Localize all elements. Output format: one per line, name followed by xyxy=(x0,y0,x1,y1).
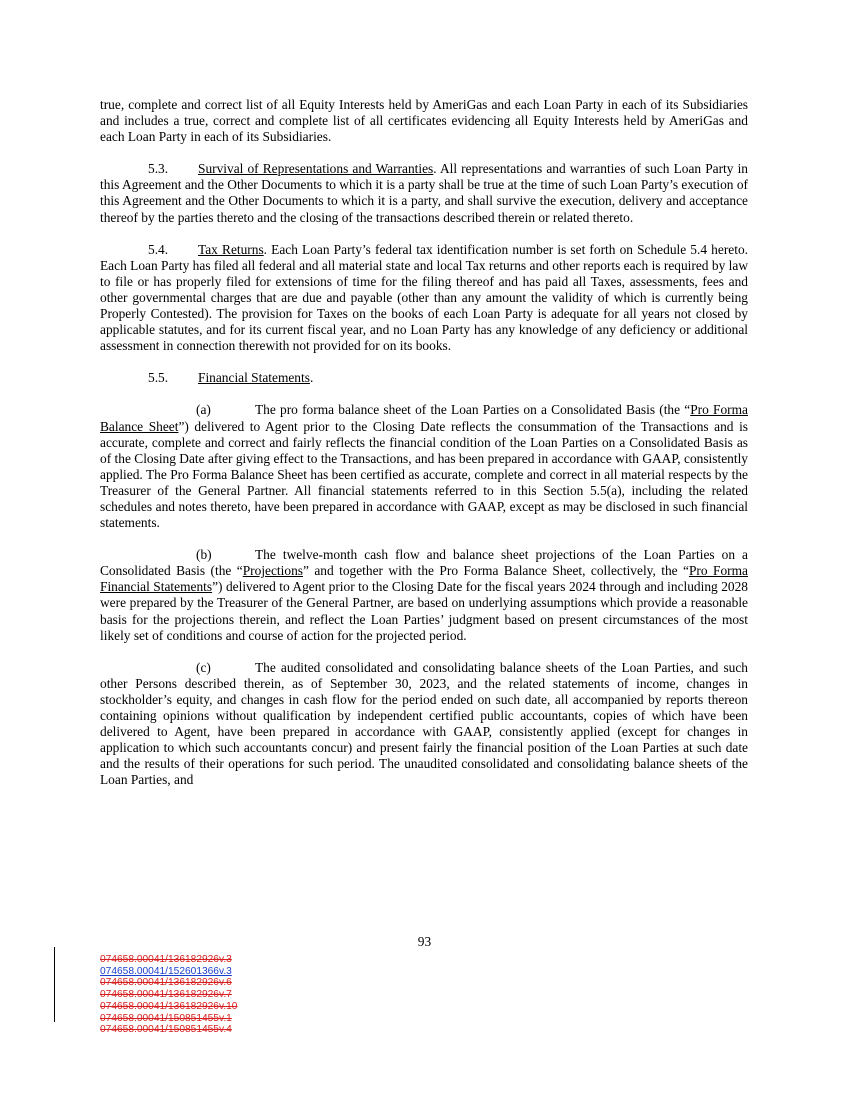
subsection-b: (b) The twelve-month cash flow and balance sheet projections of the Loan Parties on a Consolidated Basis (the “Projections” and together with the Pro Forma Balance Sheet, collectively, the “Pro Forma Financial Statements”) delivered to Agent prior to the Closing Date for the fiscal years 2024 through and including 2028 were prepared by the Treasurer of the General Partner, are based on underlying assumptions which provide a reasonable basis for the projections therein, and reflect the Loan Parties’ judgment based on present circumstances of the most likely set of conditions and course of action for the projected period. xyxy=(100,547,749,643)
section-number: 5.3. xyxy=(148,161,169,177)
doc-id-deleted: 074658.00041/150851455v.1 xyxy=(100,1012,232,1024)
defined-term: Pro Forma Financial Statements xyxy=(100,563,748,595)
section-title: Survival of Representations and Warranties xyxy=(198,161,434,177)
change-bar xyxy=(54,947,55,1022)
section-number: 5.4. xyxy=(148,241,169,257)
defined-term: Pro Forma Balance Sheet xyxy=(100,402,748,434)
subsection-label: (c) xyxy=(196,659,211,675)
doc-id-deleted: 074658.00041/136182926v.7 xyxy=(100,989,232,1001)
page-number: 93 xyxy=(417,934,432,949)
doc-id-deleted: 074658.00041/136182926v.10 xyxy=(100,1000,238,1012)
doc-id-deleted: 074658.00041/150851455v.4 xyxy=(100,1024,232,1036)
doc-id-deleted: 074658.00041/136182926v.6 xyxy=(100,977,232,989)
section-title: Tax Returns xyxy=(198,241,264,257)
subsection-c: (c) The audited consolidated and consolidating balance sheets of the Loan Parties, and such other Persons described therein, as of September 30, 2023, and the related statements of income, changes in stockholder’s equity, and changes in cash flow for the period ended on such date, all accompanied by reports thereon containing opinions without qualification by independent certified public accountants, copies of which have been delivered to Agent, have been prepared in accordance with GAAP, consistently applied (except for changes in application to which such accountants concur) and present fairly the financial position of the Loan Parties at such date and the results of their operations for such period. The unaudited consolidated and consolidating balance sheets of the Loan Parties, and xyxy=(100,659,748,788)
defined-term: Projections xyxy=(242,563,303,579)
document-body xyxy=(100,97,748,804)
subsection-label: (b) xyxy=(196,547,212,563)
subsection-label: (a) xyxy=(196,402,211,418)
section-number: 5.5. xyxy=(148,370,169,386)
section-5-3 xyxy=(100,161,748,225)
doc-id-deleted: 074658.00041/136182926v.3 xyxy=(100,954,232,965)
section-text: . Each Loan Party’s federal tax identification number is set forth on Schedule 5.4 hereto. Each Loan Party has filed all federal and all material state and local Tax returns and other reports each is required by law to file or has properly filed for extensions of time for the filing thereof and has paid all Taxes, assessments, fees and other governmental charges that are due and payable (other than any amount the validity of which is currently being Properly Contested). The provision for Taxes on the books of each Loan Party is adequate for all years not closed by applicable statutes, and for its current fiscal year, and no Loan Party has any knowledge of any deficiency or additional assessment in connection therewith not provided for on its books. xyxy=(100,241,748,354)
section-5-5-heading: 5.5. Financial Statements. xyxy=(148,370,314,386)
intro-paragraph: true, complete and correct list of all Equity Interests held by AmeriGas and each Loan Party in each of its Subsidiaries and includes a true, correct and complete list of all certificates evidencing all Equity Interests held by AmeriGas and each Loan Party in each of its Subsidiaries. xyxy=(100,97,748,145)
section-5-4 xyxy=(100,242,748,355)
section-title: Financial Statements xyxy=(198,370,310,386)
subsection-a: (a) The pro forma balance sheet of the Loan Parties on a Consolidated Basis (the “Pro Forma Balance Sheet”) delivered to Agent prior to the Closing Date reflects the consummation of the Transactions and is accurate, complete and correct and fairly reflects the financial condition of the Loan Parties on a Consolidated Basis as of the Closing Date after giving effect to the Transactions, and has been prepared in accordance with GAAP, consistently applied. The Pro Forma Balance Sheet has been certified as accurate, complete and correct in all material respects by the Treasurer of the General Partner. All financial statements referred to in this Section 5.5(a), including the related schedules and notes thereto, have been prepared in accordance with GAAP, except as may be disclosed in such financial statements. xyxy=(100,402,749,531)
doc-id-inserted: 074658.00041/152601366v.3 xyxy=(100,965,232,977)
document-id-footer xyxy=(100,954,237,1036)
section-text: . All representations and warranties of such Loan Party in this Agreement and the Other Documents to which it is a party shall be true at the time of such Loan Party’s execution of this Agreement and the Other Documents to which it is a party, and shall survive the execution, delivery and acceptance thereof by the parties thereto and the closing of the transactions described therein or related thereto. xyxy=(100,161,748,225)
